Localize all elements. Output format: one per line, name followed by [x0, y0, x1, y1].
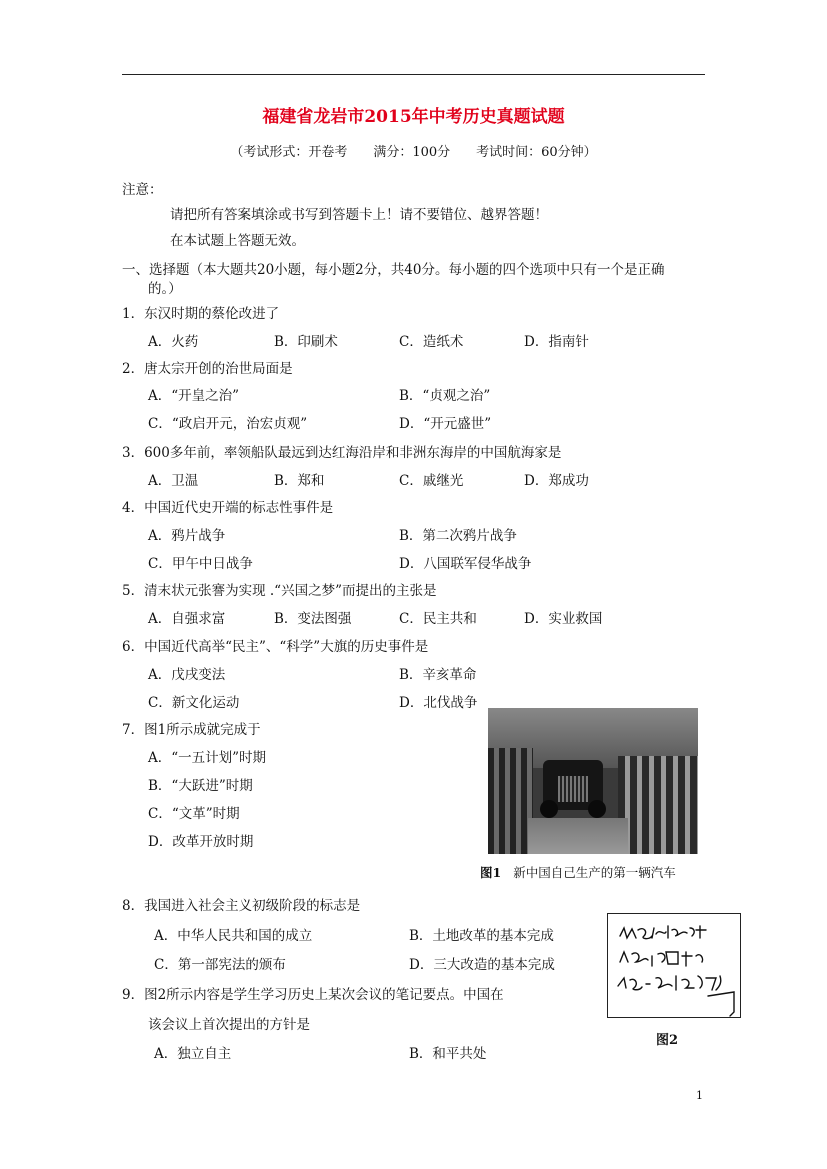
- option: B．印刷术: [274, 334, 338, 350]
- section-heading-cont: 的。）: [148, 281, 182, 297]
- header-rule: [122, 74, 705, 75]
- notice-line: 在本试题上答题无效。: [170, 233, 305, 249]
- question-stem: 5．清末状元张謇为实现 .“兴国之梦”而提出的主张是: [122, 583, 437, 599]
- option: D．改革开放时期: [148, 834, 254, 850]
- option: A．“开皇之治”: [148, 388, 240, 404]
- option: D．实业救国: [524, 611, 603, 627]
- option: C．“政启开元，治宏贞观”: [148, 416, 308, 432]
- option: D．北伐战争: [399, 695, 478, 711]
- option: B．和平共处: [409, 1046, 487, 1062]
- notice-line: 请把所有答案填涂或书写到答题卡上！请不要错位、越界答题！: [170, 207, 548, 223]
- question-stem: 2．唐太宗开创的治世局面是: [122, 361, 293, 377]
- section-heading: 一、选择题（本大题共20小题，每小题2分，共40分。每小题的四个选项中只有一个是正确: [122, 262, 665, 278]
- option: B．变法图强: [274, 611, 352, 627]
- question-stem: 8．我国进入社会主义初级阶段的标志是: [122, 898, 361, 914]
- option: A．“一五计划”时期: [148, 750, 267, 766]
- option: D．指南针: [524, 334, 589, 350]
- question-stem: 9．图2所示内容是学生学习历史上某次会议的笔记要点。中国在: [122, 987, 504, 1003]
- question-stem: 1．东汉时期的蔡伦改进了: [122, 306, 280, 322]
- notice-label: 注意：: [122, 182, 163, 198]
- option: B．郑和: [274, 473, 325, 489]
- option: B．“大跃进”时期: [148, 778, 253, 794]
- option: B．辛亥革命: [399, 667, 477, 683]
- option: C．戚继光: [399, 473, 464, 489]
- page-title: 福建省龙岩市2015年中考历史真题试题: [262, 107, 565, 127]
- option: D．郑成功: [524, 473, 589, 489]
- figure2-label: 图2: [656, 1033, 679, 1048]
- option: B．“贞观之治”: [399, 388, 491, 404]
- option: C．新文化运动: [148, 695, 240, 711]
- option: C．“文革”时期: [148, 806, 240, 822]
- figure1-caption-text: 新中国自己生产的第一辆汽车: [513, 865, 676, 880]
- option: C．第一部宪法的颁布: [154, 957, 286, 973]
- option: A．自强求富: [148, 611, 226, 627]
- option: A．卫温: [148, 473, 199, 489]
- question-stem: 4．中国近代史开端的标志性事件是: [122, 500, 334, 516]
- figure1-caption: [480, 863, 676, 881]
- question-stem: 6．中国近代高举“民主”、“科学”大旗的历史事件是: [122, 639, 429, 655]
- option: D．三大改造的基本完成: [409, 957, 555, 973]
- option: C．造纸术: [399, 334, 464, 350]
- option: B．土地改革的基本完成: [409, 928, 554, 944]
- option: A．独立自主: [154, 1046, 232, 1062]
- question-stem: 7．图1所示成就完成于: [122, 722, 261, 738]
- option: C．民主共和: [399, 611, 477, 627]
- figure1-label: 图1: [480, 865, 502, 880]
- question-stem: 3．600多年前，率领船队最远到达红海沿岸和非洲东海岸的中国航海家是: [122, 445, 562, 461]
- exam-info: （考试形式：开卷考 满分：100分 考试时间：60分钟）: [230, 145, 597, 160]
- option: D．八国联军侵华战争: [399, 556, 532, 572]
- option: A．中华人民共和国的成立: [154, 928, 313, 944]
- option: C．甲午中日战争: [148, 556, 253, 572]
- option: B．第二次鸦片战争: [399, 528, 517, 544]
- figure1-photo: [488, 708, 698, 854]
- question-stem-cont: 该会议上首次提出的方针是: [148, 1017, 310, 1033]
- handwriting-image: [608, 914, 740, 1017]
- option: A．鸦片战争: [148, 528, 226, 544]
- option: A．火药: [148, 334, 199, 350]
- option: A．戊戌变法: [148, 667, 226, 683]
- option: D．“开元盛世”: [399, 416, 492, 432]
- page-number: 1: [696, 1089, 703, 1102]
- figure2-note: [607, 913, 741, 1018]
